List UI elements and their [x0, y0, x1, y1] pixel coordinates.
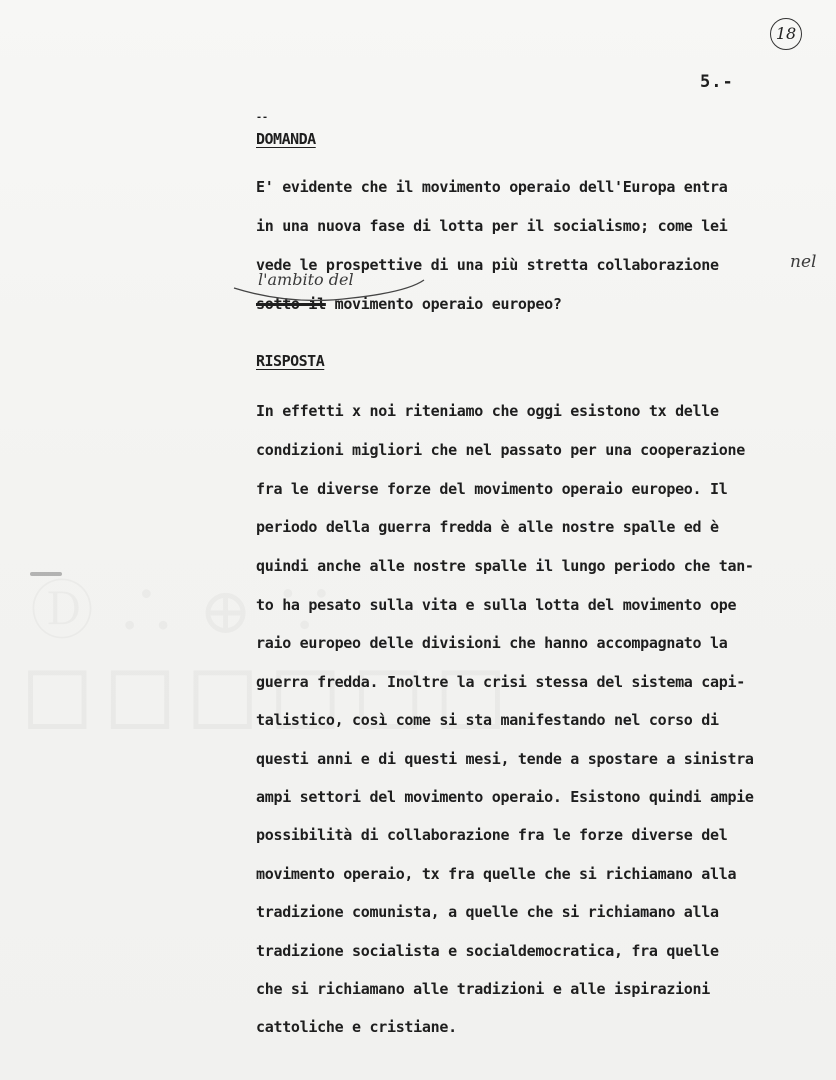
answer-line: to ha pesato sulla vita e sulla lotta del movimento ope [256, 596, 737, 614]
question-line: vede le prospettive di una più stretta collaborazione [256, 256, 719, 274]
background-bleed-through-lower [20, 640, 516, 745]
handwritten-arc [232, 276, 432, 306]
handwritten-annotation-ambito: l'ambito del [258, 270, 354, 289]
page-badge: 18 [770, 18, 802, 50]
handwritten-annotation-nel: nel [790, 252, 817, 272]
answer-line: raio europeo delle divisioni che hanno accompagnato la [256, 634, 728, 652]
answer-line: tradizione socialista e socialdemocratica, fra quelle [256, 942, 719, 960]
answer-line: ampi settori del movimento operaio. Esistono quindi ampie [256, 788, 754, 806]
answer-line: possibilità di collaborazione fra le forze diverse del [256, 826, 728, 844]
margin-smudge [30, 572, 62, 576]
answer-line: condizioni migliori che nel passato per una cooperazione [256, 441, 745, 459]
answer-heading: RISPOSTA [256, 352, 325, 370]
question-heading: DOMANDA [256, 130, 316, 148]
answer-line: tradizione comunista, a quelle che si richiamano alla [256, 903, 719, 921]
answer-line: movimento operaio, tx fra quelle che si richiamano alla [256, 865, 737, 883]
answer-line: questi anni e di questi mesi, tende a spostare a sinistra [256, 750, 754, 768]
answer-line: In effetti x noi riteniamo che oggi esistono tx delle [256, 402, 719, 420]
question-line: in una nuova fase di lotta per il socialismo; come lei [256, 217, 728, 235]
answer-line: quindi anche alle nostre spalle il lungo periodo che tan- [256, 557, 754, 575]
answer-line: periodo della guerra fredda è alle nostre spalle ed è [256, 518, 719, 536]
question-line-rest: movimento operaio europeo? [325, 295, 562, 313]
question-line: E' evidente che il movimento operaio dell'Europa entra [256, 178, 728, 196]
struck-text: sotto il [256, 295, 326, 313]
answer-line: guerra fredda. Inoltre la crisi stessa del sistema capi- [256, 673, 745, 691]
page-number: 5.- [700, 72, 734, 92]
heading-mark: -- [256, 112, 269, 123]
answer-line: talistico, così come si sta manifestando nel corso di [256, 711, 719, 729]
answer-line: che si richiamano alle tradizioni e alle ispirazioni [256, 980, 711, 998]
answer-line: fra le diverse forze del movimento operaio europeo. Il [256, 480, 728, 498]
answer-line: cattoliche e cristiane. [256, 1018, 457, 1036]
